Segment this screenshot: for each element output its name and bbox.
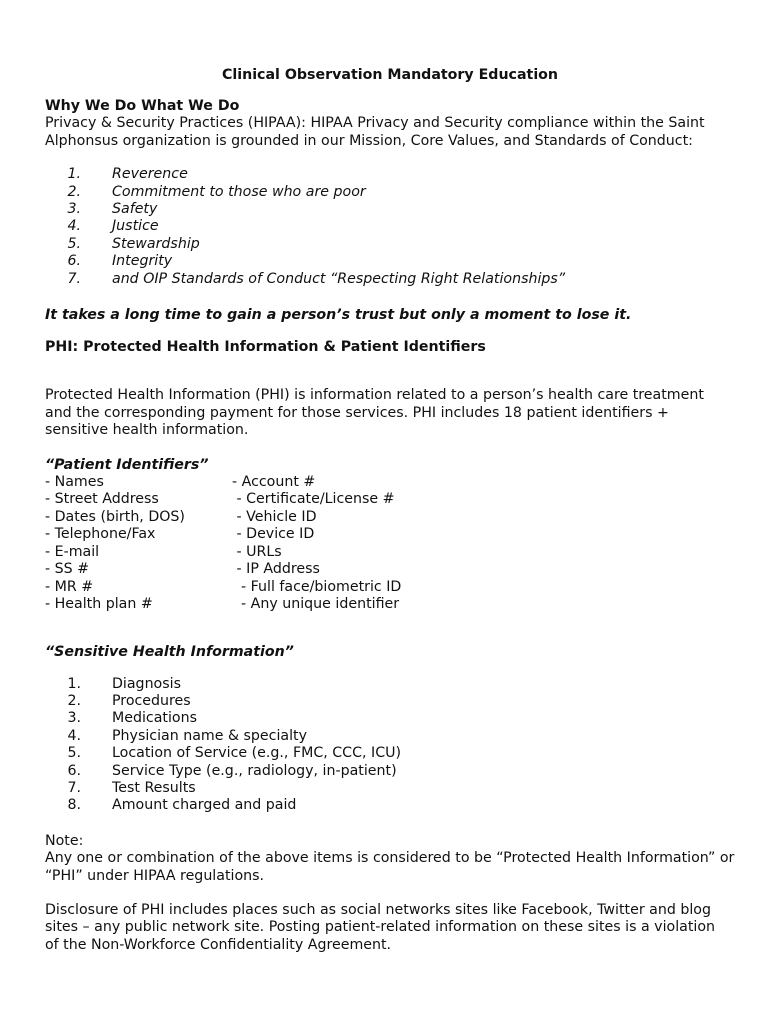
list-number: 1.: [67, 675, 81, 692]
list-item: [45, 166, 735, 183]
phi-heading: PHI: Protected Health Information & Patient Identifiers: [45, 339, 486, 356]
list-number: 6.: [67, 253, 81, 270]
identifier-item: - Device ID: [232, 526, 315, 543]
list-text: Location of Service (e.g., FMC, CCC, ICU): [112, 745, 402, 762]
list-text: Safety: [112, 201, 158, 218]
trust-quote: It takes a long time to gain a person’s trust but only a moment to lose it.: [45, 307, 632, 324]
list-number: 2.: [67, 183, 81, 200]
disclosure-line-1: Disclosure of PHI includes places such as social networks sites like Facebook, Twitter and blog: [45, 901, 711, 918]
list-item: [45, 693, 735, 710]
list-item: [45, 184, 735, 201]
list-item: [45, 763, 735, 780]
note-line-2: “PHI” under HIPAA regulations.: [45, 867, 265, 884]
identifier-item: - MR #: [45, 578, 94, 595]
identifier-item: - Any unique identifier: [232, 595, 400, 612]
list-item: [45, 201, 735, 218]
list-text: Amount charged and paid: [112, 797, 297, 814]
why-intro-line-2: Alphonsus organization is grounded in our Mission, Core Values, and Standards of Conduct:: [45, 132, 693, 149]
document-page: [45, 66, 735, 954]
list-text: Service Type (e.g., radiology, in-patient): [112, 762, 397, 779]
list-text: Procedures: [112, 692, 191, 709]
why-intro-line-1: Privacy & Security Practices (HIPAA): HIPAA Privacy and Security compliance within the Saint: [45, 115, 705, 132]
list-text: Physician name & specialty: [112, 727, 307, 744]
note-label: Note:: [45, 832, 84, 849]
phi-paragraph-line-1: Protected Health Information (PHI) is information related to a person’s health care treatment: [45, 387, 704, 404]
list-text: and OIP Standards of Conduct “Respecting Right Relationships”: [112, 270, 566, 287]
identifier-item: - Certificate/License #: [232, 491, 395, 508]
identifier-item: - Full face/biometric ID: [232, 578, 402, 595]
list-number: 5.: [67, 235, 81, 252]
identifier-item: - Vehicle ID: [232, 508, 317, 525]
list-number: 8.: [67, 797, 81, 814]
identifier-item: - Telephone/Fax: [45, 526, 156, 543]
core-values-list: [45, 166, 735, 288]
sensitive-info-list: [45, 676, 735, 815]
phi-paragraph-line-2: and the corresponding payment for those services. PHI includes 18 patient identifiers +: [45, 404, 669, 421]
disclosure-section: [45, 902, 735, 954]
list-item: [45, 218, 735, 235]
list-text: Diagnosis: [112, 675, 181, 692]
document-title: Clinical Observation Mandatory Education: [221, 67, 559, 83]
list-number: 4.: [67, 727, 81, 744]
list-number: 7.: [67, 779, 81, 796]
note-section: [45, 833, 735, 885]
identifier-item: - Account #: [232, 474, 316, 491]
list-number: 7.: [67, 270, 81, 287]
list-text: Commitment to those who are poor: [112, 183, 366, 200]
identifier-item: - IP Address: [232, 561, 320, 578]
why-heading: Why We Do What We Do: [45, 98, 240, 114]
identifier-item: - Street Address: [45, 491, 159, 508]
disclosure-line-3: of the Non-Workforce Confidentiality Agreement.: [45, 936, 392, 953]
list-text: Medications: [112, 710, 197, 727]
list-number: 6.: [67, 762, 81, 779]
list-text: Reverence: [112, 166, 188, 183]
list-item: [45, 253, 735, 270]
list-text: Integrity: [112, 253, 173, 270]
disclosure-line-2: sites – any public network site. Posting patient-related information on these sites is a violation: [45, 919, 716, 936]
list-item: [45, 236, 735, 253]
patient-identifiers-heading: “Patient Identifiers”: [45, 456, 209, 473]
identifier-item: - URLs: [232, 543, 282, 560]
identifier-item: - Health plan #: [45, 595, 153, 612]
list-item: [45, 780, 735, 797]
identifier-item: - E-mail: [45, 543, 100, 560]
list-number: 2.: [67, 692, 81, 709]
list-item: [45, 728, 735, 745]
list-number: 1.: [67, 166, 81, 183]
sensitive-info-heading: “Sensitive Health Information”: [45, 644, 294, 661]
note-line-1: Any one or combination of the above items is considered to be “Protected Health Information” or: [45, 850, 735, 867]
list-item: [45, 710, 735, 727]
list-item: [45, 797, 735, 814]
list-item: [45, 676, 735, 693]
list-number: 3.: [67, 710, 81, 727]
identifier-item: - SS #: [45, 561, 90, 578]
phi-paragraph-line-3: sensitive health information.: [45, 422, 249, 439]
identifier-item: - Dates (birth, DOS): [45, 508, 185, 525]
identifier-item: - Names: [45, 474, 104, 491]
list-text: Test Results: [112, 779, 196, 796]
list-text: Justice: [112, 218, 159, 235]
list-number: 5.: [67, 745, 81, 762]
list-item: [45, 271, 735, 288]
list-number: 4.: [67, 218, 81, 235]
list-text: Stewardship: [112, 235, 200, 252]
patient-identifiers-list: [45, 474, 735, 613]
list-item: [45, 745, 735, 762]
list-number: 3.: [67, 201, 81, 218]
